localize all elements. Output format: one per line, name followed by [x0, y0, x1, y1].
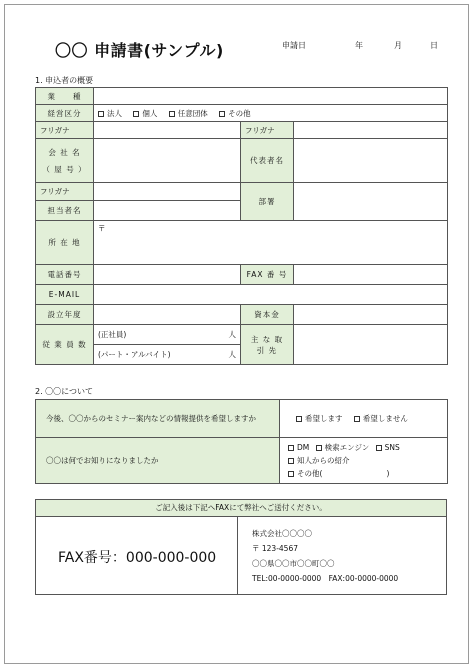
fax-submission-box [35, 499, 447, 595]
checkbox-icon [316, 445, 322, 451]
business-type-label: 業 種 [36, 88, 94, 105]
source-option-other[interactable]: その他( ) [288, 469, 389, 478]
checkbox-icon [219, 111, 225, 117]
company-furigana-field[interactable] [94, 122, 241, 139]
company-name-field[interactable] [94, 139, 241, 183]
person-furigana-label: フリガナ [36, 183, 94, 201]
checkbox-icon [98, 111, 104, 117]
employees-label: 従 業 員 数 [36, 325, 94, 365]
date-year-label: 年 [355, 41, 363, 50]
seminar-options [280, 400, 448, 438]
source-option-dm[interactable]: DM [288, 443, 309, 452]
representative-field[interactable] [294, 139, 448, 183]
phone-field[interactable] [94, 265, 241, 285]
parttime-employees-field[interactable]: (パート・アルバイト) 人 [94, 345, 241, 365]
source-option-referral[interactable]: 知人からの紹介 [288, 456, 350, 465]
person-field[interactable] [94, 201, 241, 221]
address-label: 所 在 地 [36, 221, 94, 265]
checkbox-icon [288, 471, 294, 477]
category-option-voluntary[interactable]: 任意団体 [169, 109, 208, 118]
address-field[interactable] [94, 221, 448, 265]
fax-field[interactable] [294, 265, 448, 285]
application-date-label: 申請日 [282, 41, 306, 50]
checkbox-icon [296, 416, 302, 422]
department-label: 部署 [241, 183, 294, 221]
date-month-label: 月 [394, 41, 402, 50]
company-contact [252, 526, 398, 586]
contact-address: 〇〇県〇〇市〇〇町〇〇 [252, 559, 335, 568]
source-question: 〇〇は何でお知りになりましたか [36, 438, 280, 484]
category-option-individual[interactable]: 個人 [133, 109, 157, 118]
founded-field[interactable] [94, 305, 241, 325]
section2-label: 2. 〇〇について [35, 387, 94, 396]
email-label: E-MAIL [36, 285, 94, 305]
department-field[interactable] [294, 183, 448, 221]
founded-label: 設立年度 [36, 305, 94, 325]
source-option-search[interactable]: 検索エンジン [316, 443, 370, 452]
person-furigana-field[interactable] [94, 183, 241, 201]
source-options [280, 438, 448, 484]
section1-label: 1. 申込者の概要 [35, 76, 94, 85]
seminar-option-no[interactable]: 希望しません [354, 414, 408, 423]
company-furigana-label: フリガナ [36, 122, 94, 139]
category-option-other[interactable]: その他 [219, 109, 251, 118]
fax-number-panel [36, 517, 238, 594]
phone-label: 電話番号 [36, 265, 94, 285]
source-option-sns[interactable]: SNS [376, 443, 400, 452]
company-name-label: 会 社 名 （ 屋 号 ） [36, 139, 94, 183]
capital-field[interactable] [294, 305, 448, 325]
clients-label: 主 な 取 引 先 [241, 325, 294, 365]
survey-table [35, 399, 448, 484]
contact-tel-fax: TEL:00-0000-0000 FAX:00-0000-0000 [252, 574, 399, 583]
representative-label: 代表者名 [241, 139, 294, 183]
category-label: 経営区分 [36, 105, 94, 122]
checkbox-icon [376, 445, 382, 451]
checkbox-icon [169, 111, 175, 117]
fax-instruction: ご記入後は下記へFAXにて弊社へご送付ください。 [36, 500, 446, 517]
checkbox-icon [288, 458, 294, 464]
application-form-page [4, 4, 469, 664]
email-field[interactable] [94, 285, 448, 305]
seminar-question: 今後、〇〇からのセミナー案内などの情報提供を希望しますか [36, 400, 280, 438]
checkbox-icon [354, 416, 360, 422]
contact-company-name: 株式会社〇〇〇〇 [252, 529, 312, 538]
contact-postal-code: 〒 123-4567 [252, 544, 298, 553]
person-label: 担当者名 [36, 201, 94, 221]
page-title: 〇〇 申請書(サンプル) [55, 41, 224, 60]
fax-number: FAX番号：000-000-000 [58, 550, 217, 566]
date-day-label: 日 [430, 41, 438, 50]
representative-furigana-label: フリガナ [241, 122, 294, 139]
business-type-field[interactable] [94, 88, 448, 105]
regular-employees-field[interactable]: (正社員) 人 [94, 325, 241, 345]
applicant-table [35, 87, 448, 365]
seminar-option-yes[interactable]: 希望します [296, 414, 343, 423]
capital-label: 資本金 [241, 305, 294, 325]
postal-mark: 〒 [98, 224, 106, 233]
fax-label: FAX 番 号 [241, 265, 294, 285]
checkbox-icon [288, 445, 294, 451]
representative-furigana-field[interactable] [294, 122, 448, 139]
category-options [94, 105, 448, 122]
checkbox-icon [133, 111, 139, 117]
category-option-corporation[interactable]: 法人 [98, 109, 122, 118]
clients-field[interactable] [294, 325, 448, 365]
